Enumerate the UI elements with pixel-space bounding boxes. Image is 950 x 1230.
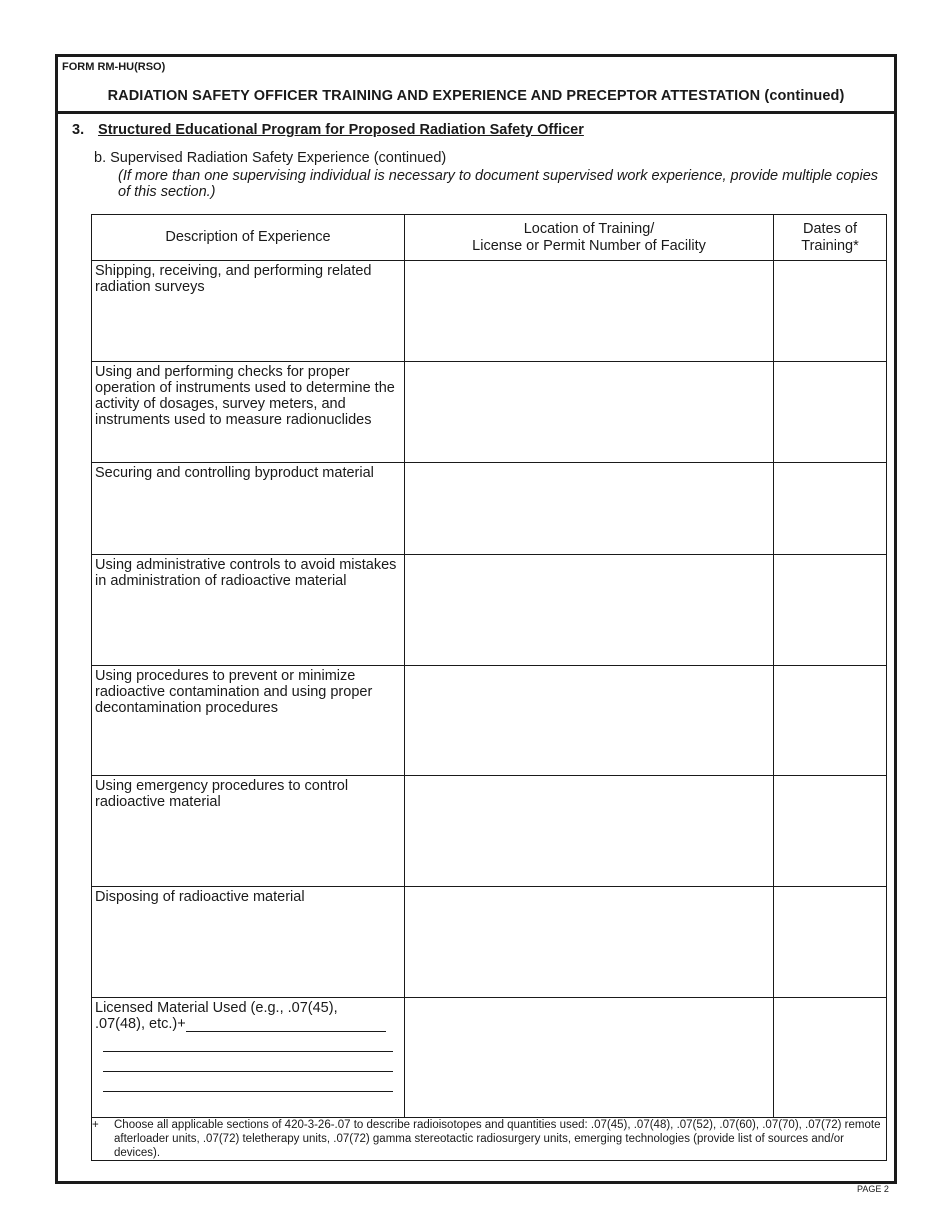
- form-title: RADIATION SAFETY OFFICER TRAINING AND EXPERIENCE AND PRECEPTOR ATTESTATION (continued): [107, 88, 845, 104]
- table-row: [92, 666, 887, 776]
- table-row: [92, 362, 887, 463]
- location-field[interactable]: [405, 666, 774, 776]
- location-field[interactable]: [405, 463, 774, 555]
- table-row: [92, 463, 887, 555]
- location-field[interactable]: [405, 887, 774, 998]
- table-row: [92, 555, 887, 666]
- location-field[interactable]: [405, 776, 774, 887]
- dates-field[interactable]: [774, 463, 887, 555]
- experience-description: Shipping, receiving, and performing related radiation surveys: [95, 263, 372, 295]
- dates-field[interactable]: [774, 362, 887, 463]
- section-title: Structured Educational Program for Proposed Radiation Safety Officer: [98, 122, 584, 138]
- footnote-text: Choose all applicable sections of 420-3-26-.07 to describe radioisotopes and quantities used: .07(45), .07(48), .07(52), .07(60), .07(70), .07(72) remote afterloader units, .07(72) teletherapy units, .07(72) gamma stereotactic radiosurgery units, emerging technologies (provide list of sources and/or devices).: [114, 1119, 881, 1159]
- section-number: 3.: [72, 122, 85, 138]
- experience-description: Using and performing checks for proper operation of instruments used to determine the activity of dosages, survey meters, and instruments used to measure radionuclides: [95, 364, 395, 428]
- section-heading: [72, 122, 584, 138]
- experience-description: Disposing of radioactive material: [95, 889, 305, 905]
- dates-field[interactable]: [774, 998, 887, 1118]
- dates-field[interactable]: [774, 666, 887, 776]
- licensed-material-input-line[interactable]: [186, 1017, 386, 1032]
- form-frame: [55, 54, 897, 1184]
- dates-field[interactable]: [774, 776, 887, 887]
- experience-description: Securing and controlling byproduct material: [95, 465, 374, 481]
- dates-field[interactable]: [774, 555, 887, 666]
- location-field[interactable]: [405, 362, 774, 463]
- dates-field[interactable]: [774, 887, 887, 998]
- title-divider: [58, 111, 894, 114]
- subsection-note: (If more than one supervising individual is necessary to document supervised work experience, provide multiple copies of this section.): [118, 168, 879, 200]
- licensed-material-row: [92, 998, 887, 1118]
- footnote-mark: +: [92, 1119, 99, 1131]
- location-field[interactable]: [405, 998, 774, 1118]
- experience-description: Using administrative controls to avoid mistakes in administration of radioactive material: [95, 557, 397, 589]
- header-dates: Dates of Training*: [774, 215, 887, 261]
- experience-description: Using procedures to prevent or minimize radioactive contamination and using proper decontamination procedures: [95, 668, 373, 716]
- footnote-row: [92, 1118, 887, 1161]
- licensed-material-line[interactable]: [103, 1032, 393, 1052]
- licensed-material-line[interactable]: [103, 1072, 393, 1092]
- experience-description: Using emergency procedures to control radioactive material: [95, 778, 349, 810]
- header-description: Description of Experience: [92, 215, 405, 261]
- licensed-material-line[interactable]: [103, 1052, 393, 1072]
- table-row: [92, 887, 887, 998]
- table-row: [92, 776, 887, 887]
- location-field[interactable]: [405, 555, 774, 666]
- subsection-label: b. Supervised Radiation Safety Experience (continued): [94, 150, 447, 166]
- dates-field[interactable]: [774, 261, 887, 362]
- location-field[interactable]: [405, 261, 774, 362]
- table-header-row: [92, 215, 887, 261]
- table-row: [92, 261, 887, 362]
- licensed-material-label: Licensed Material Used (e.g., .07(45), .07(48), etc.)+: [92, 998, 404, 1032]
- header-location: Location of Training/ License or Permit Number of Facility: [405, 215, 774, 261]
- experience-table: [91, 214, 887, 1161]
- form-id: FORM RM-HU(RSO): [62, 61, 166, 73]
- page-number: PAGE 2: [857, 1184, 889, 1194]
